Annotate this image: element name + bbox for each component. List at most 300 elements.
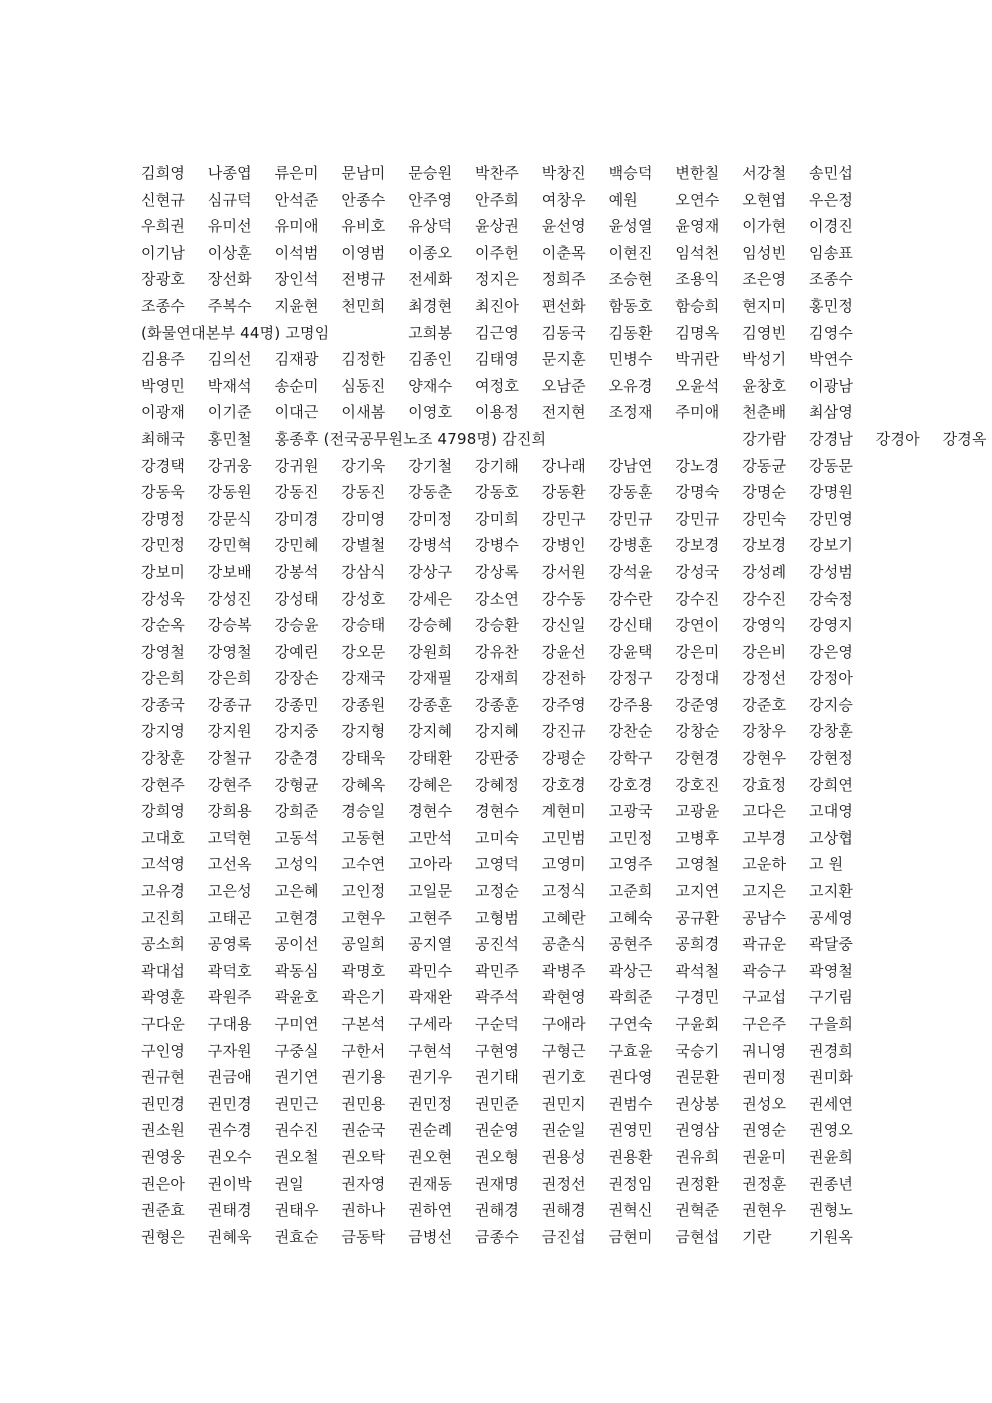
- name-entry: 강종원: [341, 695, 386, 714]
- name-entry: 강소연: [475, 589, 520, 608]
- name-entry: 강동호: [475, 483, 520, 502]
- name-entry: 강진규: [541, 722, 586, 741]
- name-entry: 권소원: [141, 1121, 186, 1140]
- name-entry: 권범수: [608, 1094, 653, 1113]
- name-entry: 강판중: [475, 749, 520, 768]
- name-entry: 고유경: [141, 882, 186, 901]
- name-entry: 강보경: [742, 536, 787, 555]
- name-entry: 강기철: [408, 456, 453, 475]
- name-entry: 고다은: [742, 802, 787, 821]
- name-entry: 신현규: [141, 190, 186, 209]
- name-entry: 강희준: [274, 802, 319, 821]
- name-row: [141, 984, 861, 1011]
- name-entry: 강명원: [809, 483, 854, 502]
- name-entry: 백승덕: [608, 164, 653, 182]
- name-entry: 강호경: [608, 775, 653, 794]
- name-entry: 권해경: [541, 1201, 586, 1220]
- name-entry: 강성국: [675, 562, 720, 581]
- name-entry: 조정재: [608, 403, 653, 422]
- name-entry: 강병수: [475, 536, 520, 555]
- name-entry: 고부경: [742, 828, 787, 847]
- name-entry: 곽희준: [608, 988, 653, 1007]
- name-entry: 강준호: [742, 695, 787, 714]
- name-entry: 구현석: [408, 1041, 453, 1060]
- name-entry: 변한칠: [675, 164, 720, 182]
- name-entry: 이상훈: [207, 243, 252, 262]
- name-entry: 권미화: [809, 1068, 854, 1087]
- name-entry: 구중실: [274, 1041, 319, 1060]
- name-entry: 강창훈: [809, 722, 854, 741]
- name-entry: 강민규: [675, 509, 720, 528]
- name-entry: 강은미: [675, 642, 720, 661]
- name-entry: 현지미: [742, 296, 787, 315]
- name-entry: 구효윤: [608, 1041, 653, 1060]
- name-entry: 권영삼: [675, 1121, 720, 1140]
- name-entry: 곽민수: [408, 961, 453, 980]
- name-entry: 곽윤호: [274, 988, 319, 1007]
- name-entry: 고영주: [608, 855, 653, 874]
- name-entry: 권오수: [207, 1147, 252, 1166]
- name-entry: 강오문: [341, 642, 386, 661]
- name-entry: 강혜은: [408, 775, 453, 794]
- name-entry: 천춘배: [742, 403, 787, 422]
- name-entry: 고광윤: [675, 802, 720, 821]
- name-entry: 권윤희: [809, 1147, 854, 1166]
- name-entry: 금현미: [608, 1227, 653, 1246]
- name-entry: 강민혜: [274, 536, 319, 555]
- name-entry: 강기욱: [341, 456, 386, 475]
- name-entry: 강유찬: [475, 642, 520, 661]
- name-entry: 강민숙: [742, 509, 787, 528]
- name-entry: 구세라: [408, 1015, 453, 1033]
- name-entry: 권기태: [475, 1068, 520, 1087]
- name-entry: 박창진: [541, 164, 586, 182]
- name-entry: 강영지: [809, 616, 854, 635]
- name-entry: 고운하: [742, 855, 787, 874]
- name-entry: 유상덕: [408, 217, 453, 236]
- name-row: [141, 745, 861, 772]
- name-entry: 장광호: [141, 270, 186, 289]
- name-entry: 강윤택: [608, 642, 653, 661]
- name-entry: 안주희: [475, 190, 520, 209]
- name-entry: 고혜숙: [608, 908, 653, 927]
- name-entry: 강병석: [408, 536, 453, 555]
- name-entry: 권형노: [809, 1201, 854, 1220]
- name-entry: 권성오: [742, 1094, 787, 1113]
- name-entry: 고일문: [408, 882, 453, 901]
- name-entry: 공이선: [274, 935, 319, 954]
- name-entry: 구기림: [809, 988, 854, 1007]
- name-entry: 강미경: [274, 509, 319, 528]
- name-entry: 문지훈: [541, 350, 586, 369]
- name-entry: 곽달중: [809, 935, 854, 954]
- name-entry: 강철규: [207, 749, 252, 768]
- name-entry: 강동진: [274, 483, 319, 502]
- name-entry: 권민근: [274, 1094, 319, 1113]
- name-row: [141, 825, 861, 852]
- name-entry: 강민구: [541, 509, 586, 528]
- name-entry: 이새봄: [341, 403, 386, 422]
- name-entry: 강태욱: [341, 749, 386, 768]
- name-entry: 문승원: [408, 164, 453, 182]
- name-entry: 최진아: [475, 296, 520, 315]
- name-entry: 전지현: [541, 403, 586, 422]
- name-row: [141, 293, 861, 320]
- name-entry: 권문환: [675, 1068, 720, 1087]
- name-entry: 나종엽: [207, 164, 252, 182]
- name-row: [141, 373, 861, 400]
- name-entry: 강동균: [742, 456, 787, 475]
- name-entry: 김태영: [475, 350, 520, 369]
- name-entry: 홍민정: [809, 296, 854, 315]
- name-entry: 심규덕: [207, 190, 252, 209]
- name-entry: 김의선: [207, 350, 252, 369]
- name-entry: 강순옥: [141, 616, 186, 635]
- name-entry: 곽영훈: [141, 988, 186, 1007]
- name-entry: 안종수: [341, 190, 386, 209]
- name-entry: 고병후: [675, 828, 720, 847]
- name-entry: 강신태: [608, 616, 653, 635]
- name-entry: 권미정: [742, 1068, 787, 1087]
- name-entry: 권영민: [608, 1121, 653, 1140]
- name-entry: 권혁신: [608, 1201, 653, 1220]
- name-entry: 강지승: [809, 695, 854, 714]
- name-row: [141, 1144, 861, 1171]
- name-entry: 강지원: [207, 722, 252, 741]
- name-entry: 고수연: [341, 855, 386, 874]
- name-entry: 고은성: [207, 882, 252, 901]
- name-entry: 강석윤: [608, 562, 653, 581]
- name-entry: 강명정: [141, 509, 186, 528]
- name-entry: 강종훈: [408, 695, 453, 714]
- name-entry: 곽승구: [742, 961, 787, 980]
- name-entry: 권순례: [408, 1121, 453, 1140]
- name-row: [141, 1117, 861, 1144]
- name-entry: 강재희: [475, 669, 520, 688]
- name-entry: 공일희: [341, 935, 386, 954]
- name-entry: 권형은: [141, 1227, 186, 1246]
- name-row: [141, 878, 861, 905]
- name-row: [141, 639, 861, 666]
- name-entry: 구인영: [141, 1041, 186, 1060]
- name-entry: 권기호: [541, 1068, 586, 1087]
- name-entry: 고준희: [608, 882, 653, 901]
- name-entry: 구형근: [541, 1041, 586, 1060]
- name-entry: 강승태: [341, 616, 386, 635]
- name-row: [141, 718, 861, 745]
- name-entry: 권민경: [207, 1094, 252, 1113]
- name-entry: 권순일: [541, 1121, 586, 1140]
- name-row: [141, 506, 861, 533]
- name-entry: 이가현: [742, 217, 787, 236]
- name-entry: 강지중: [274, 722, 319, 741]
- name-entry: 양재수: [408, 376, 453, 395]
- name-entry: 강효정: [742, 775, 787, 794]
- name-entry: 장선화: [207, 270, 252, 289]
- name-entry: 강희용: [207, 802, 252, 821]
- name-row: [141, 213, 861, 240]
- name-entry: 김재광: [274, 350, 319, 369]
- name-entry: 이영호: [408, 403, 453, 422]
- name-entry: 권상봉: [675, 1094, 720, 1113]
- name-entry: 고동현: [341, 828, 386, 847]
- name-entry: 강보미: [141, 562, 186, 581]
- name-entry: 고지은: [742, 882, 787, 901]
- name-entry: 유미애: [274, 217, 319, 236]
- name-entry: 구대용: [207, 1015, 252, 1033]
- name-entry: 강준영: [675, 695, 720, 714]
- name-entry: 강성례: [742, 562, 787, 581]
- name-row: [141, 772, 861, 799]
- name-entry: 권오형: [475, 1147, 520, 1166]
- name-entry: 권민준: [475, 1094, 520, 1113]
- name-entry: 강창순: [675, 722, 720, 741]
- name-entry: 고영철: [675, 855, 720, 874]
- name-entry: 강지형: [341, 722, 386, 741]
- name-entry: 강현정: [809, 749, 854, 768]
- name-entry: 지윤현: [274, 296, 319, 315]
- name-entry: 고미숙: [475, 828, 520, 847]
- name-entry: 강동춘: [408, 483, 453, 502]
- name-entry: 강민정: [141, 536, 186, 555]
- name-entry: 곽영철: [809, 961, 854, 980]
- name-entry: 이영범: [341, 243, 386, 262]
- name-entry: 공춘식: [541, 935, 586, 954]
- name-entry: 강노경: [675, 456, 720, 475]
- name-entry: 최삼영: [809, 403, 854, 422]
- name-entry: 강혜옥: [341, 775, 386, 794]
- name-entry: 강희영: [141, 802, 186, 821]
- name-entry: 고현경: [274, 908, 319, 927]
- name-entry: 권세연: [809, 1094, 854, 1113]
- name-entry: 김영빈: [742, 323, 787, 342]
- name-entry: 권경희: [809, 1041, 854, 1060]
- name-entry: 강남연: [608, 456, 653, 475]
- name-entry: 유비호: [341, 217, 386, 236]
- name-entry: 권오철: [274, 1147, 319, 1166]
- name-entry: 최해국: [141, 429, 186, 448]
- name-entry: 권유희: [675, 1147, 720, 1166]
- name-entry: 김종인: [408, 350, 453, 369]
- name-entry: 권다영: [608, 1068, 653, 1087]
- name-entry: 강전하: [541, 669, 586, 688]
- name-entry: 강영익: [742, 616, 787, 635]
- name-entry: 권종년: [809, 1174, 854, 1193]
- name-list: [141, 160, 987, 1250]
- name-entry: 오남준: [541, 376, 586, 395]
- name-entry: 곽원주: [207, 988, 252, 1007]
- name-entry: 권민용: [341, 1094, 386, 1113]
- name-entry: 강명순: [742, 483, 787, 502]
- name-entry: 권정환: [675, 1174, 720, 1193]
- name-entry: 강숙정: [809, 589, 854, 608]
- name-entry: 권용성: [541, 1147, 586, 1166]
- name-entry: 이종오: [408, 243, 453, 262]
- name-entry: 강은희: [141, 669, 186, 688]
- name-entry: 강은영: [809, 642, 854, 661]
- name-entry: 고성익: [274, 855, 319, 874]
- name-entry: 조종수: [141, 296, 186, 315]
- name-entry: 강성진: [207, 589, 252, 608]
- name-entry: 강미영: [341, 509, 386, 528]
- name-entry: 강춘경: [274, 749, 319, 768]
- name-row: [141, 1171, 861, 1198]
- name-entry: 곽상근: [608, 961, 653, 980]
- name-entry: 강지혜: [475, 722, 520, 741]
- name-entry: 박재석: [207, 376, 252, 395]
- name-entry: 고은혜: [274, 882, 319, 901]
- name-entry: 강민영: [809, 509, 854, 528]
- name-entry: 구미연: [274, 1015, 319, 1033]
- name-entry: 강영철: [141, 642, 186, 661]
- name-entry: 여창우: [541, 190, 586, 209]
- name-entry: 강연이: [675, 616, 720, 635]
- name-entry: 고민정: [608, 828, 653, 847]
- name-entry: 권준효: [141, 1201, 186, 1220]
- name-entry: 조승현: [608, 270, 653, 289]
- name-entry: 고영미: [541, 855, 586, 874]
- name-entry: 강지영: [141, 722, 186, 741]
- name-entry: 강삼식: [341, 562, 386, 581]
- name-entry: 강형균: [274, 775, 319, 794]
- name-entry: 강정선: [742, 669, 787, 688]
- name-entry: 권순국: [341, 1121, 386, 1140]
- name-row: [141, 1038, 861, 1065]
- name-entry: 강병훈: [608, 536, 653, 555]
- name-entry: 권자영: [341, 1174, 386, 1193]
- name-row: [141, 346, 861, 373]
- name-entry: 강민규: [608, 509, 653, 528]
- name-entry: 강정대: [675, 669, 720, 688]
- name-entry: 강서원: [541, 562, 586, 581]
- name-entry: 고정식: [541, 882, 586, 901]
- name-entry: 권혜욱: [207, 1227, 252, 1246]
- name-entry: 고덕현: [207, 828, 252, 847]
- name-entry: 김정한: [341, 350, 386, 369]
- name-entry: 강병인: [541, 536, 586, 555]
- name-entry: 강윤선: [541, 642, 586, 661]
- group-heading-entry: 홍종후 (전국공무원노조 4798명) 감진희: [274, 429, 547, 448]
- name-entry: 강수란: [608, 589, 653, 608]
- name-entry: 강은비: [742, 642, 787, 661]
- name-entry: 고지환: [809, 882, 854, 901]
- name-entry: 권민경: [141, 1094, 186, 1113]
- name-entry: 곽은기: [341, 988, 386, 1007]
- name-entry: 윤영재: [675, 217, 720, 236]
- name-entry: 고지연: [675, 882, 720, 901]
- name-entry: 권용환: [608, 1147, 653, 1166]
- name-entry: 공세영: [809, 908, 854, 927]
- name-entry: 강주영: [541, 695, 586, 714]
- name-entry: 정희주: [541, 270, 586, 289]
- name-entry: 강상록: [475, 562, 520, 581]
- name-entry: 공규환: [675, 908, 720, 927]
- name-entry: 구연숙: [608, 1015, 653, 1033]
- name-entry: 강수진: [675, 589, 720, 608]
- name-entry: 서강철: [742, 164, 787, 182]
- name-entry: 권기우: [408, 1068, 453, 1087]
- name-entry: 기원옥: [809, 1227, 854, 1246]
- name-entry: 조종수: [809, 270, 854, 289]
- name-entry: 강미희: [475, 509, 520, 528]
- name-entry: 이현진: [608, 243, 653, 262]
- name-entry: 강신일: [541, 616, 586, 635]
- name-entry: 이광재: [141, 403, 186, 422]
- name-entry: 유미선: [207, 217, 252, 236]
- name-row: [141, 1197, 861, 1224]
- name-entry: 민병수: [608, 350, 653, 369]
- name-entry: 권이박: [207, 1174, 252, 1193]
- name-entry: 윤선영: [541, 217, 586, 236]
- name-entry: 윤상권: [475, 217, 520, 236]
- name-entry: 국승기: [675, 1041, 720, 1060]
- name-entry: 강학구: [608, 749, 653, 768]
- name-entry: 안석준: [274, 190, 319, 209]
- name-entry: 권혁준: [675, 1201, 720, 1220]
- name-entry: 강상구: [408, 562, 453, 581]
- name-entry: 금현섭: [675, 1227, 720, 1246]
- name-entry: 궈니영: [742, 1041, 787, 1060]
- name-entry: 박영민: [141, 376, 186, 395]
- name-entry: 김동국: [541, 323, 586, 342]
- name-entry: 강정아: [809, 669, 854, 688]
- name-entry: 권일: [274, 1174, 304, 1193]
- name-entry: 김동환: [608, 323, 653, 342]
- name-entry: 이경진: [809, 217, 854, 236]
- name-row: [141, 1224, 861, 1251]
- name-row: [141, 320, 861, 347]
- name-entry: 강민혁: [207, 536, 252, 555]
- name-entry: 권영오: [809, 1121, 854, 1140]
- name-entry: 강동욱: [141, 483, 186, 502]
- name-entry: 이대근: [274, 403, 319, 422]
- name-entry: 이춘목: [541, 243, 586, 262]
- name-entry: 구경민: [675, 988, 720, 1007]
- name-entry: 권하나: [341, 1201, 386, 1220]
- name-entry: 강현우: [742, 749, 787, 768]
- name-entry: 우은정: [809, 190, 854, 209]
- name-entry: 고동석: [274, 828, 319, 847]
- name-entry: 공영록: [207, 935, 252, 954]
- name-entry: 조용익: [675, 270, 720, 289]
- name-entry: 강동원: [207, 483, 252, 502]
- name-row: [141, 612, 861, 639]
- name-entry: 고인정: [341, 882, 386, 901]
- name-entry: 김명옥: [675, 323, 720, 342]
- name-entry: 권효순: [274, 1227, 319, 1246]
- group-heading-entry: (화물연대본부 44명) 고명임: [141, 323, 330, 342]
- name-entry: 강성욱: [141, 589, 186, 608]
- name-entry: 강나래: [541, 456, 586, 475]
- name-entry: 강경옥: [942, 429, 987, 448]
- name-entry: 곽민주: [475, 961, 520, 980]
- name-entry: 계현미: [541, 802, 586, 821]
- name-entry: 권하연: [408, 1201, 453, 1220]
- name-row: [141, 453, 861, 480]
- name-entry: 강동훈: [608, 483, 653, 502]
- name-entry: 오현엽: [742, 190, 787, 209]
- name-entry: 권수진: [274, 1121, 319, 1140]
- name-entry: 강경아: [875, 429, 920, 448]
- name-row: [141, 426, 987, 453]
- name-entry: 고대영: [809, 802, 854, 821]
- name-entry: 강명숙: [675, 483, 720, 502]
- name-entry: 오연수: [675, 190, 720, 209]
- name-entry: 강호경: [541, 775, 586, 794]
- name-entry: 강승환: [475, 616, 520, 635]
- name-entry: 홍민철: [207, 429, 252, 448]
- name-row: [141, 160, 861, 187]
